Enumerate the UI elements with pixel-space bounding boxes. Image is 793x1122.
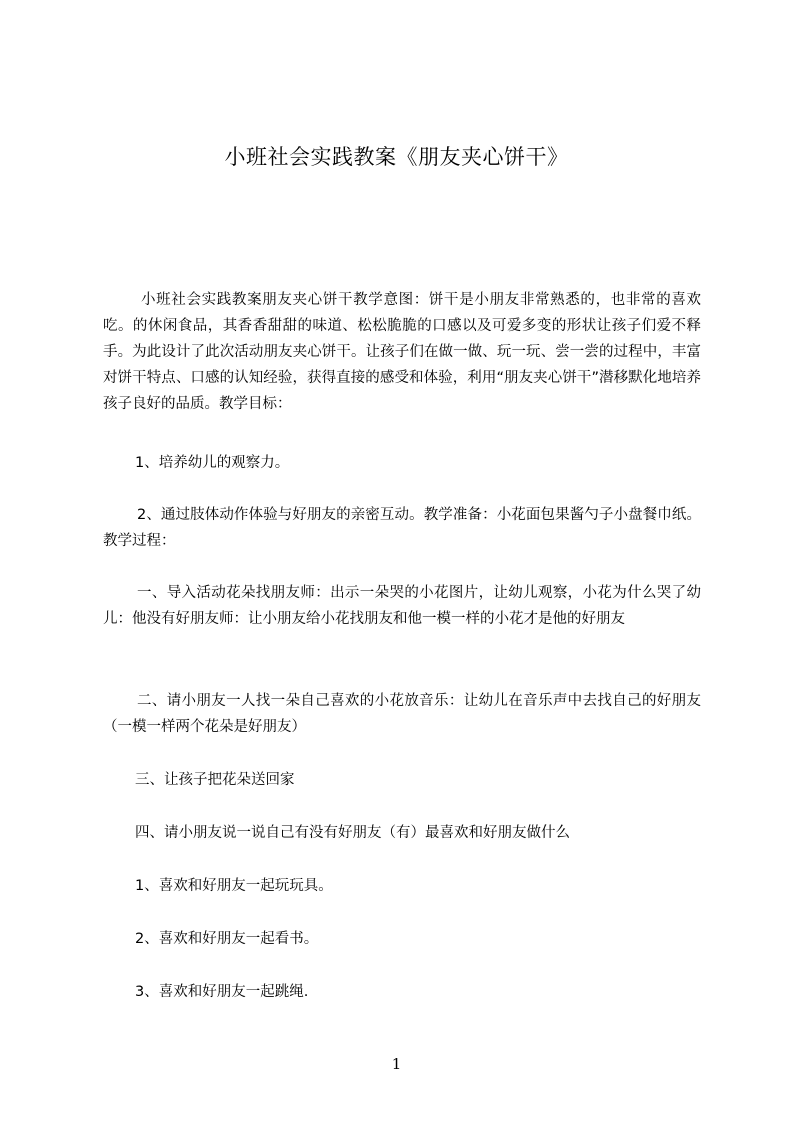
paragraph-step-3: 三、让孩子把花朵送回家 xyxy=(135,772,295,788)
paragraph-step-4: 四、请小朋友说一说自己有没有好朋友（有）最喜欢和好朋友做什么 xyxy=(135,825,570,841)
paragraph-like-1: 1、喜欢和好朋友一起玩玩具。 xyxy=(135,878,333,894)
paragraph-like-2: 2、喜欢和好朋友一起看书。 xyxy=(135,931,319,947)
paragraph-step-1: 一、导入活动花朵找朋友师：出示一朵哭的小花图片，让幼儿观察，小花为什么哭了幼儿：他没有好朋友师：让小朋友给小花找朋友和他一模一样的小花才是他的好朋友 xyxy=(103,585,701,627)
paragraph-goal-2: 2、通过肢体动作体验与好朋友的亲密互动。教学准备：小花面包果酱勺子小盘餐巾纸。教学过程： xyxy=(103,507,701,549)
paragraph-intro: 小班社会实践教案朋友夹心饼干教学意图：饼干是小朋友非常熟悉的，也非常的喜欢吃。的休闲食品，其香香甜甜的味道、松松脆脆的口感以及可爱多变的形状让孩子们爱不释手。为此设计了此次活动朋友夹心饼干。让孩子们在做一做、玩一玩、尝一尝的过程中，丰富对饼干特点、口感的认知经验，获得直接的感受和体验，利用“朋友夹心饼干”潜移默化地培养孩子良好的品质。教学目标： xyxy=(103,292,701,412)
paragraph-like-3: 3、喜欢和好朋友一起跳绳. xyxy=(135,984,309,1000)
paragraph-goal-1: 1、培养幼儿的观察力。 xyxy=(135,455,290,471)
document-title: 小班社会实践教案《朋友夹心饼干》 xyxy=(224,145,569,169)
page-number: 1 xyxy=(391,1055,402,1073)
paragraph-step-2: 二、请小朋友一人找一朵自己喜欢的小花放音乐：让幼儿在音乐声中去找自己的好朋友（一模一样两个花朵是好朋友） xyxy=(103,693,701,735)
